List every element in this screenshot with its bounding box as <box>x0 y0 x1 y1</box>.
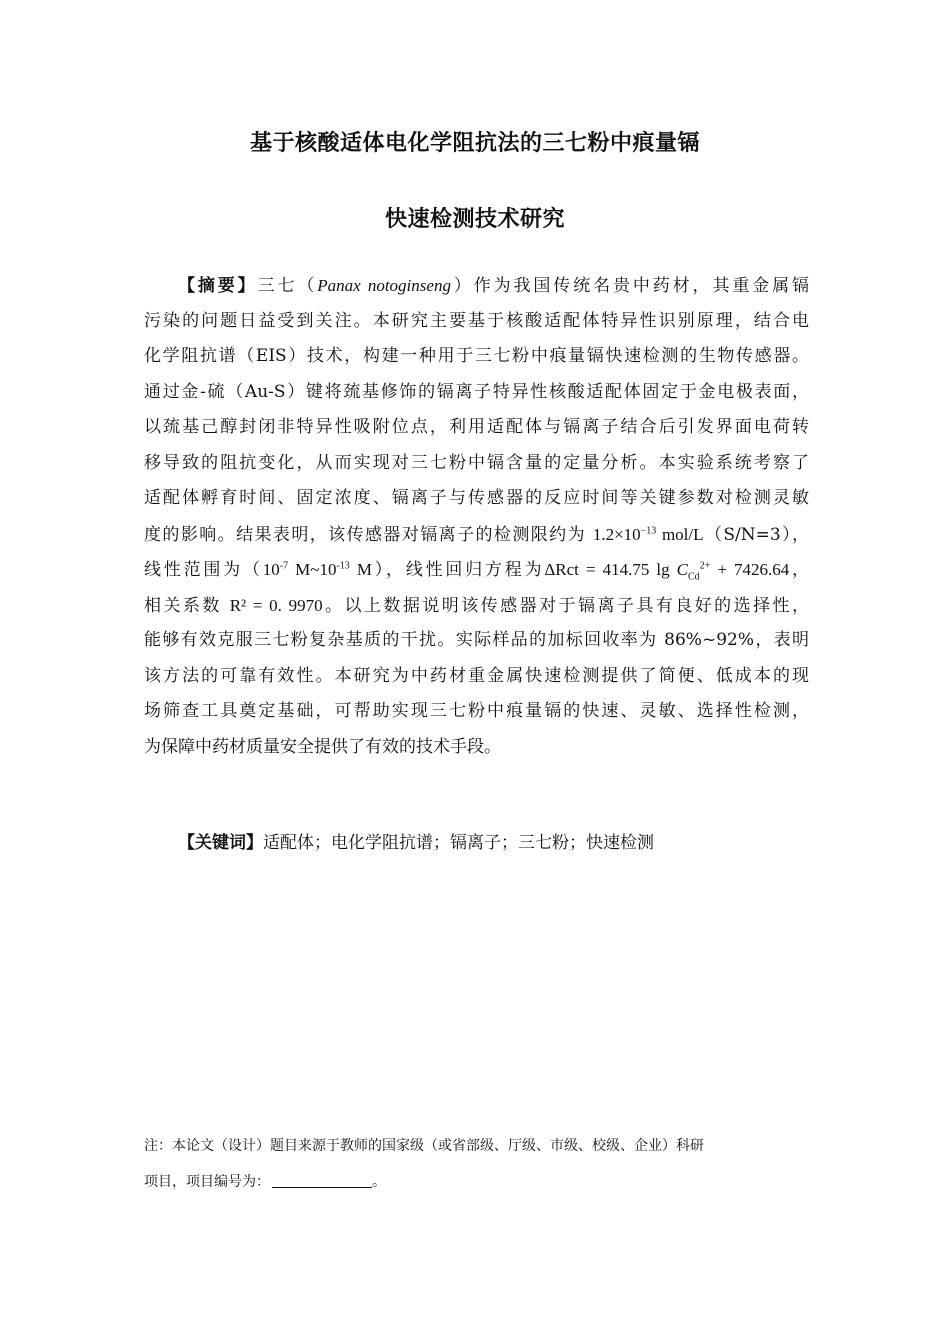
abstract-text: 相关系数 <box>144 595 230 616</box>
abstract-label: 【摘要】 <box>178 276 258 296</box>
abstract-text: ），线性回归方程为 <box>371 560 545 580</box>
abstract-line-2: 污染的问题日益受到关注。本研究主要基于核酸适配体特异性识别原理，结合电 <box>144 310 809 331</box>
abstract-text: ）作为我国传统名贵中药材，其重金属镉 <box>450 276 810 296</box>
abstract-text: 线性范围为（ <box>144 560 263 580</box>
equation-variable: C <box>676 560 688 579</box>
paper-title-line-2: 快速检测技术研究 <box>384 207 565 232</box>
abstract-line-6: 移导致的阻抗变化，从而实现对三七粉中镉含量的定量分析。本实验系统考察了 <box>144 452 809 473</box>
exponent: −13 <box>640 524 657 536</box>
footnote-section <box>144 1128 809 1200</box>
abstract-line-10 <box>144 588 809 624</box>
abstract-text: （S/N=3）， <box>703 524 810 545</box>
abstract-line-9 <box>144 552 809 588</box>
abstract-line-5: 以巯基己醇封闭非特异性吸附位点，利用适配体与镉离子结合后引发界面电荷转 <box>144 417 809 437</box>
range-base: 10 <box>262 560 280 579</box>
abstract-section <box>144 268 809 765</box>
abstract-line-14: 为保障中药材质量安全提供了有效的技术手段。 <box>144 736 501 757</box>
exponent: -7 <box>279 560 289 572</box>
range-unit: M~10 <box>288 560 337 579</box>
abstract-line-8 <box>144 517 809 553</box>
detection-limit <box>593 525 704 544</box>
abstract-text: 三七（ <box>257 276 318 296</box>
abstract-line-7: 适配体孵育时间、固定浓度、镉离子与传感器的反应时间等关键参数对检测灵敏 <box>144 488 809 508</box>
unit: mol/L <box>656 524 704 544</box>
equation-subscript: Cd <box>687 571 700 583</box>
equation-text: + 7426.64， <box>710 560 809 579</box>
range-unit: M <box>349 560 372 579</box>
keywords-label: 【关键词】 <box>178 833 263 853</box>
equation-text: ΔRct = 414.75 lg <box>544 560 677 579</box>
abstract-line-1 <box>144 268 809 304</box>
keywords-section <box>178 826 654 861</box>
species-name: Panax notoginseng <box>317 276 451 295</box>
footnote-text: 。 <box>372 1174 386 1190</box>
correlation-coefficient: R² = 0. 9970 <box>229 595 323 615</box>
linear-range <box>263 560 372 579</box>
regression-equation <box>544 560 809 583</box>
abstract-text: 。以上数据说明该传感器对于镉离子具有良好的选择性， <box>322 595 810 616</box>
detection-limit-value: 1.2×10 <box>592 524 641 544</box>
abstract-line-13: 场筛查工具奠定基础，可帮助实现三七粉中痕量镉的快速、灵敏、选择性检测， <box>144 701 809 721</box>
abstract-line-3: 化学阻抗谱（EIS）技术，构建一种用于三七粉中痕量镉快速检测的生物传感器。 <box>144 346 809 366</box>
abstract-line-4: 通过金-硫（Au-S）键将巯基修饰的镉离子特异性核酸适配体固定于金电极表面， <box>144 381 809 402</box>
footnote-line-1: 注：本论文（设计）题目来源于教师的国家级（或省部级、厅级、市级、校级、企业）科研 <box>144 1138 704 1154</box>
paper-title-line-1: 基于核酸适体电化学阻抗法的三七粉中痕量镉 <box>249 131 700 156</box>
footnote-text: 项目，项目编号为： <box>144 1174 270 1190</box>
equation-superscript: 2+ <box>699 560 711 572</box>
keywords-text: 适配体；电化学阻抗谱；镉离子；三七粉；快速检测 <box>263 833 654 853</box>
abstract-line-11: 能够有效克服三七粉复杂基质的干扰。实际样品的加标回收率为 86%~92%，表明 <box>144 630 809 650</box>
abstract-line-12: 该方法的可靠有效性。本研究为中药材重金属快速检测提供了简便、低成本的现 <box>144 665 809 686</box>
footnote-line-2 <box>144 1164 809 1200</box>
exponent: -13 <box>336 560 350 572</box>
project-number-blank <box>272 1173 372 1188</box>
abstract-text: 度的影响。结果表明，该传感器对镉离子的检测限约为 <box>144 524 593 545</box>
